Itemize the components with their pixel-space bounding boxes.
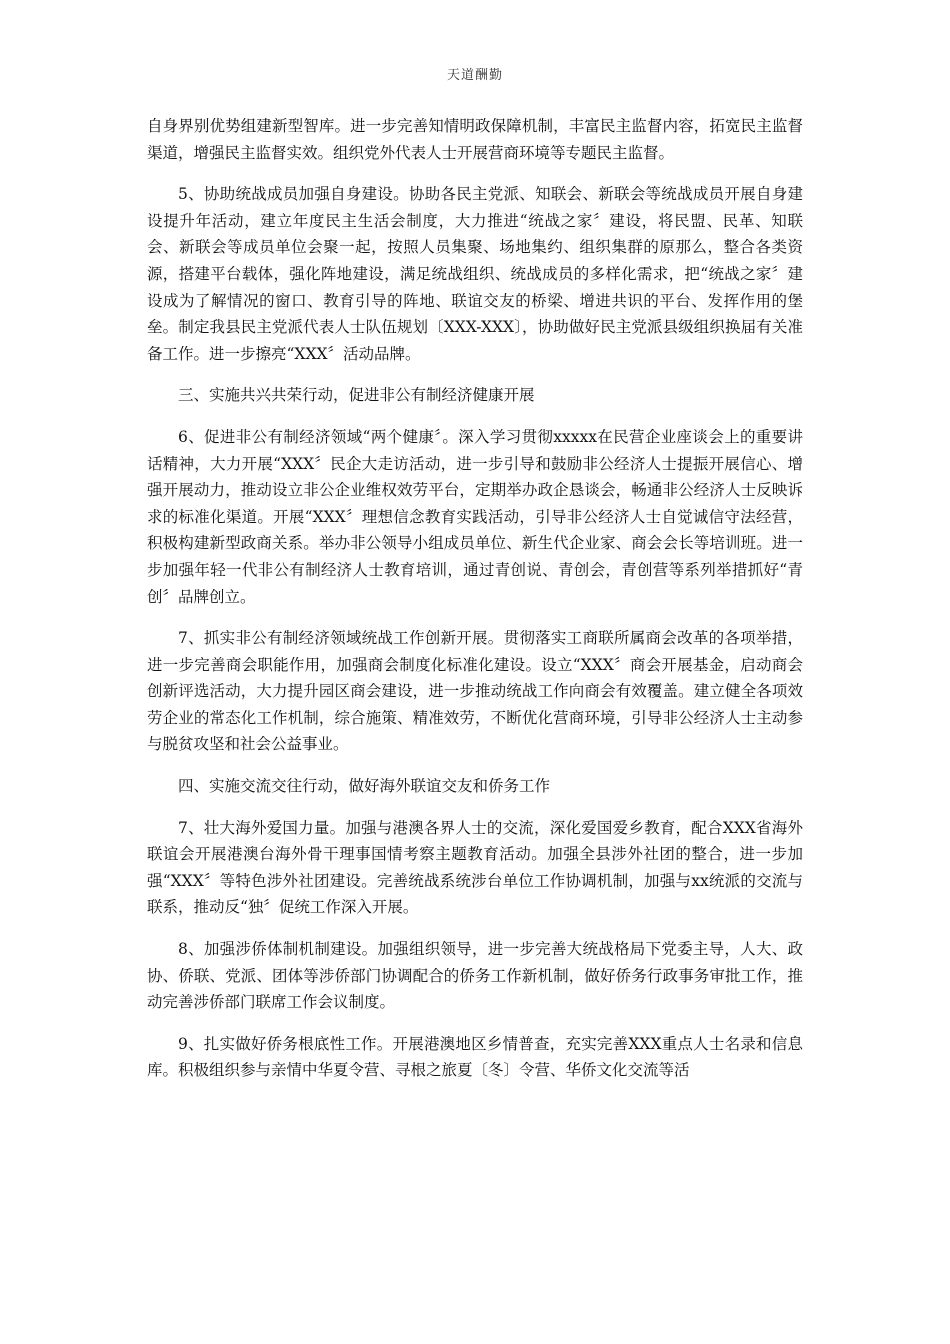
section-heading-4: 四、实施交流交往行动，做好海外联谊交友和侨务工作: [178, 777, 551, 796]
paragraph-continued: 自身界别优势组建新型智库。进一步完善知情明政保障机制，丰富民主监督内容，拓宽民主监督渠道，增强民主监督实效。组织党外代表人士开展营商环境等专题民主监督。: [147, 117, 803, 162]
paragraph-item-5: 5、协助统战成员加强自身建设。协助各民主党派、知联会、新联会等统战成员开展自身建设提升年活动，建立年度民主生活会制度，大力推进“统战之家〞建设，将民盟、民革、知联会、新联会等成员单位会聚一起，按照人员集聚、场地集约、组织集群的原那么，整合各类资源，搭建平台载体，强化阵地建设，满足统战组织、统战成员的多样化需求，把“统战之家〞建设成为了解情况的窗口、教育引导的阵地、联谊交友的桥梁、增进共识的平台、发挥作用的堡垒。制定我县民主党派代表人士队伍规划〔XXX-XXX〕，协助做好民主党派县级组织换届有关准备工作。进一步擦亮“XXX〞活动品牌。: [147, 185, 803, 363]
paragraph-item-9: 9、扎实做好侨务根底性工作。开展港澳地区乡情普查，充实完善XXX重点人士名录和信息库。积极组织参与亲情中华夏令营、寻根之旅夏〔冬〕令营、华侨文化交流等活: [147, 1034, 803, 1080]
paragraph-item-8: 8、加强涉侨体制机制建设。加强组织领导，进一步完善大统战格局下党委主导，人大、政协、侨联、党派、团体等涉侨部门协调配合的侨务工作新机制，做好侨务行政事务审批工作，推动完善涉侨部门联席工作会议制度。: [147, 940, 803, 1012]
paragraph-item-6: 6、促进非公有制经济领域“两个健康〞。深入学习贯彻xxxxx在民营企业座谈会上的重要讲话精神，大力开展“XXX〞民企大走访活动，进一步引导和鼓励非公经济人士提振开展信心、增强开展动力，推动设立非公企业维权效劳平台，定期举办政企恳谈会，畅通非公经济人士反映诉求的标准化渠道。开展“XXX〞理想信念教育实践活动，引导非公经济人士自觉诚信守法经营，积极构建新型政商关系。举办非公领导小组成员单位、新生代企业家、商会会长等培训班。进一步加强年轻一代非公有制经济人士教育培训，通过青创说、青创会，青创营等系列举措抓好“青创〞品牌创立。: [147, 427, 803, 606]
document-body: [147, 113, 803, 1099]
paragraph-item-7a: 7、抓实非公有制经济领域统战工作创新开展。贯彻落实工商联所属商会改革的各项举措，进一步完善商会职能作用，加强商会制度化标准化建设。设立“XXX〞商会开展基金，启动商会创新评选活动，大力提升园区商会建设，进一步推动统战工作向商会有效覆盖。建立健全各项效劳企业的常态化工作机制，综合施策、精准效劳，不断优化营商环境，引导非公经济人士主动参与脱贫攻坚和社会公益事业。: [147, 629, 803, 754]
paragraph-item-7b: 7、壮大海外爱国力量。加强与港澳各界人士的交流，深化爱国爱乡教育，配合XXX省海外联谊会开展港澳台海外骨干理事国情考察主题教育活动。加强全县涉外社团的整合，进一步加强“XXX〞等特色涉外社团建设。完善统战系统涉台单位工作协调机制，加强与xx统派的交流与联系，推动反“独〞促统工作深入开展。: [147, 818, 803, 917]
section-heading-3: 三、实施共兴共荣行动，促进非公有制经济健康开展: [178, 386, 535, 405]
page-header: 天道酬勤: [446, 68, 503, 83]
